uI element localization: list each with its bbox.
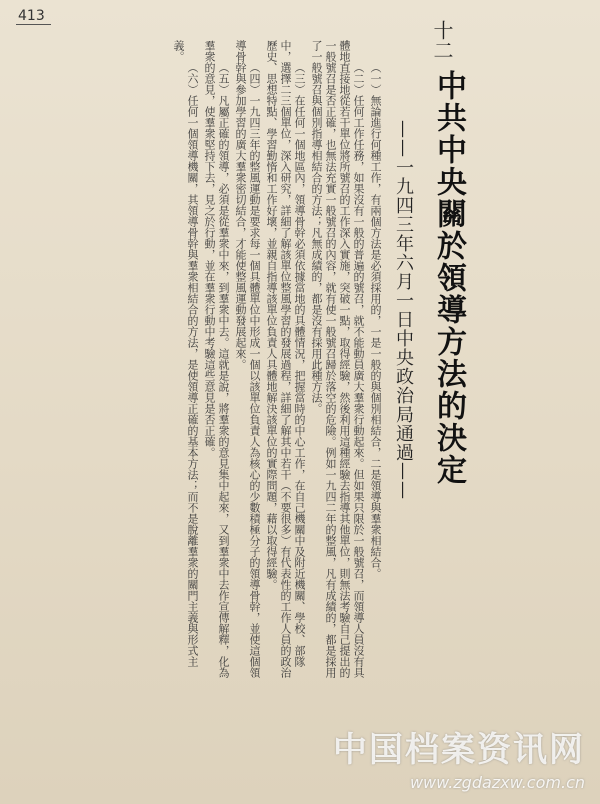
chapter-number: 十二 [430, 20, 454, 60]
watermark [285, 722, 585, 792]
watermark-title: 中国档案资讯网 [333, 730, 585, 770]
paragraph: （六）任何一個領導機關，其領導骨幹與羣衆相結合的方法，是使領導正確的基本方法；而不是脫離羣衆的關門主義與形式主義。 [172, 40, 199, 667]
paragraph: （二）任何工作任務，如果沒有一般的普遍的號召，就不能動員廣大羣衆行動起來。但如果只限於一般號召，而領導人員沒有具體地直接地從若干單位將所號召的工作深入實施，突破一點，取得經驗，然後利用這種經驗去指導其他單位，則無法考驗自己提出的一般號召是否正確，也無法充實一般號召的內容，就有使一般號召歸於落空的危險。例如一九四二年的整風，凡有成績的，都是採用了一般號召與個別指導相結合的方法；凡無成績的，都是沒有採用此種方法。 [310, 40, 365, 678]
paragraph: （三）在任何一個地區內，領導骨幹必須依據當地的具體情況，把握當時的中心工作，在自己機關中及附近機關、學校、部隊中，選擇二三個單位，深入研究，詳細了解該單位整風學習的發展過程，詳細了解其中若干（不要很多）有代表性的工作人員的政治歷史、思想特點、學習勤惰和工作好壞，並親自指導該單位負責人具體地解決該單位的實際問題，藉以取得經驗。 [265, 40, 306, 678]
paragraph: （一）無論進行何種工作，有兩個方法是必須採用的，一是一般的與個別相結合，二是領導與羣衆相結合。 [369, 62, 382, 579]
page-number: 413 [16, 8, 51, 25]
document-subtitle: ——一九四三年六月一日中央政治局通過—— [393, 120, 414, 500]
body-text [160, 40, 382, 680]
paragraph: （五）凡屬正確的領導，必須是從羣衆中來，到羣衆中去。這就是說，將羣衆的意見集中起來，又到羣衆中去作宣傳解釋，化為羣衆的意見，使羣衆堅持下去，見之於行動，並在羣衆行動中考驗這些意見是否正確。 [203, 40, 230, 678]
paragraph: （四）一九四三年的整風運動是要求每一個具體單位中形成一個以該單位負責人為核心的少數積極分子的領導骨幹，並使這個領導骨幹與參加學習的廣大羣衆密切結合，才能使整風運動發展起來。 [234, 40, 261, 678]
watermark-url: www.zgdazxw.com.cn [409, 773, 585, 792]
document-title: 中共中央關於領導方法的決定 [431, 70, 466, 486]
